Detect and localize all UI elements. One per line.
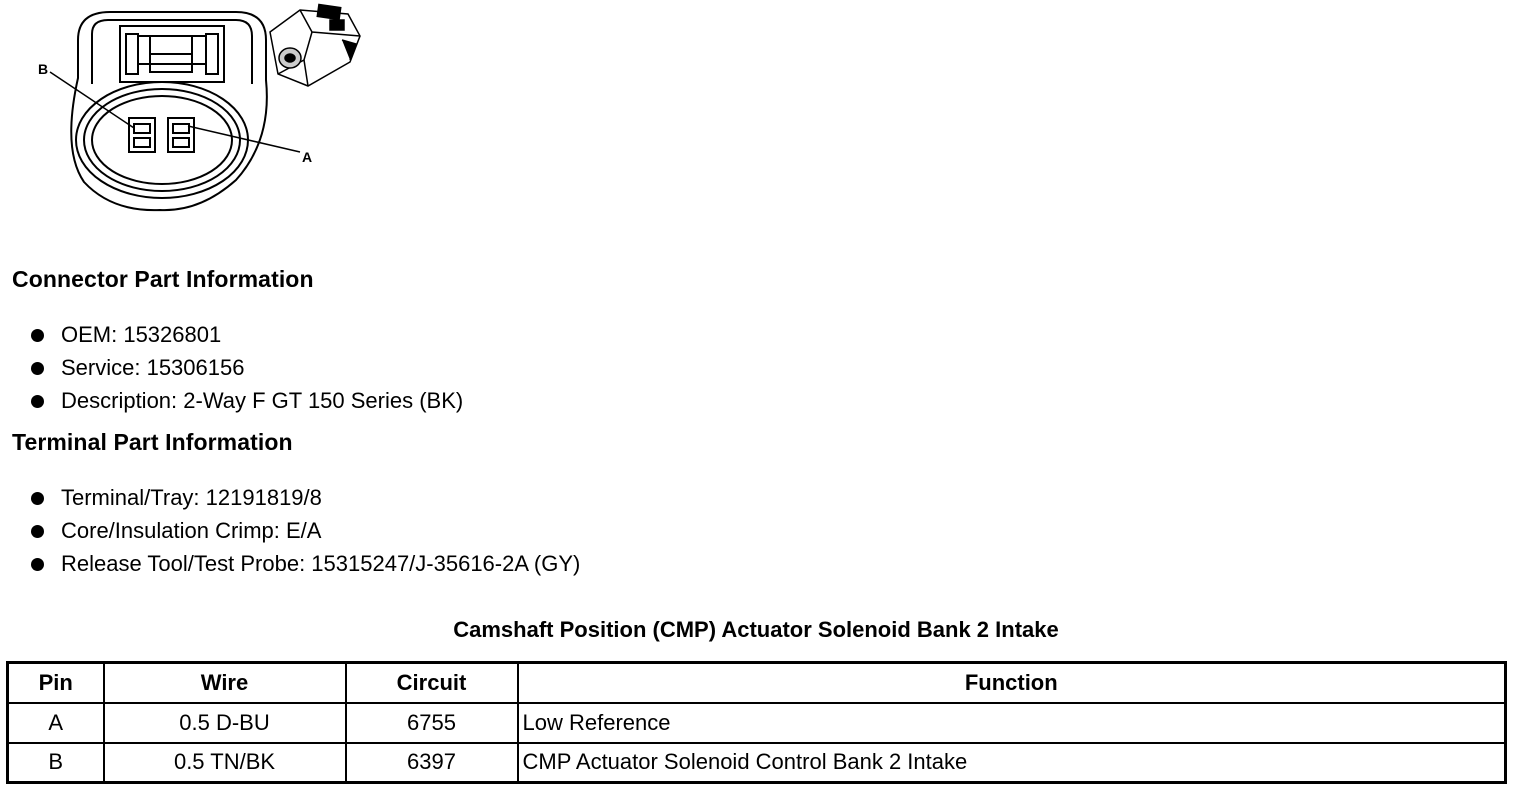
connector-diagram [0, 0, 380, 220]
list-item: Service: 15306156 [30, 351, 463, 384]
seal-ring-middle [84, 89, 240, 191]
header-wire: Wire [104, 663, 346, 703]
pin-cavity-b [129, 118, 155, 152]
pin-label-a: A [302, 149, 313, 165]
pin-table-title: Camshaft Position (CMP) Actuator Solenoid Bank 2 Intake [453, 617, 1059, 642]
table-row [8, 703, 1506, 743]
cell-wire: 0.5 TN/BK [104, 743, 346, 783]
list-item: Terminal/Tray: 12191819/8 [30, 481, 580, 514]
leader-line-a [188, 126, 300, 152]
bullet-icon [31, 362, 44, 375]
bullet-icon [31, 492, 44, 505]
cell-function: Low Reference [518, 703, 1506, 743]
seal-ring-outer [76, 82, 248, 198]
list-item: OEM: 15326801 [30, 318, 463, 351]
bullet-icon [31, 329, 44, 342]
terminal-part-info-title: Terminal Part Information [12, 429, 293, 455]
bullet-icon [31, 525, 44, 538]
cell-wire: 0.5 D-BU [104, 703, 346, 743]
header-function: Function [518, 663, 1506, 703]
cell-function: CMP Actuator Solenoid Control Bank 2 Intake [518, 743, 1506, 783]
connector-part-info-list [30, 318, 463, 417]
pin-cavity-a [168, 118, 194, 152]
bullet-icon [31, 558, 44, 571]
header-circuit: Circuit [346, 663, 518, 703]
table-row [8, 743, 1506, 783]
pin-table [6, 661, 1507, 784]
pin-label-b: B [38, 61, 49, 77]
connector-part-info-title: Connector Part Information [12, 266, 314, 292]
bullet-icon [31, 395, 44, 408]
connector-housing-inner [92, 20, 252, 84]
connector-isometric-view [270, 5, 360, 86]
list-item: Release Tool/Test Probe: 15315247/J-35616-2A (GY) [30, 547, 580, 580]
cell-circuit: 6397 [346, 743, 518, 783]
table-header-row [8, 663, 1506, 703]
list-item: Description: 2-Way F GT 150 Series (BK) [30, 384, 463, 417]
cell-circuit: 6755 [346, 703, 518, 743]
terminal-part-info-list [30, 481, 580, 580]
list-item: Core/Insulation Crimp: E/A [30, 514, 580, 547]
cell-pin: B [8, 743, 104, 783]
header-pin: Pin [8, 663, 104, 703]
cell-pin: A [8, 703, 104, 743]
seal-ring-inner [92, 96, 232, 184]
